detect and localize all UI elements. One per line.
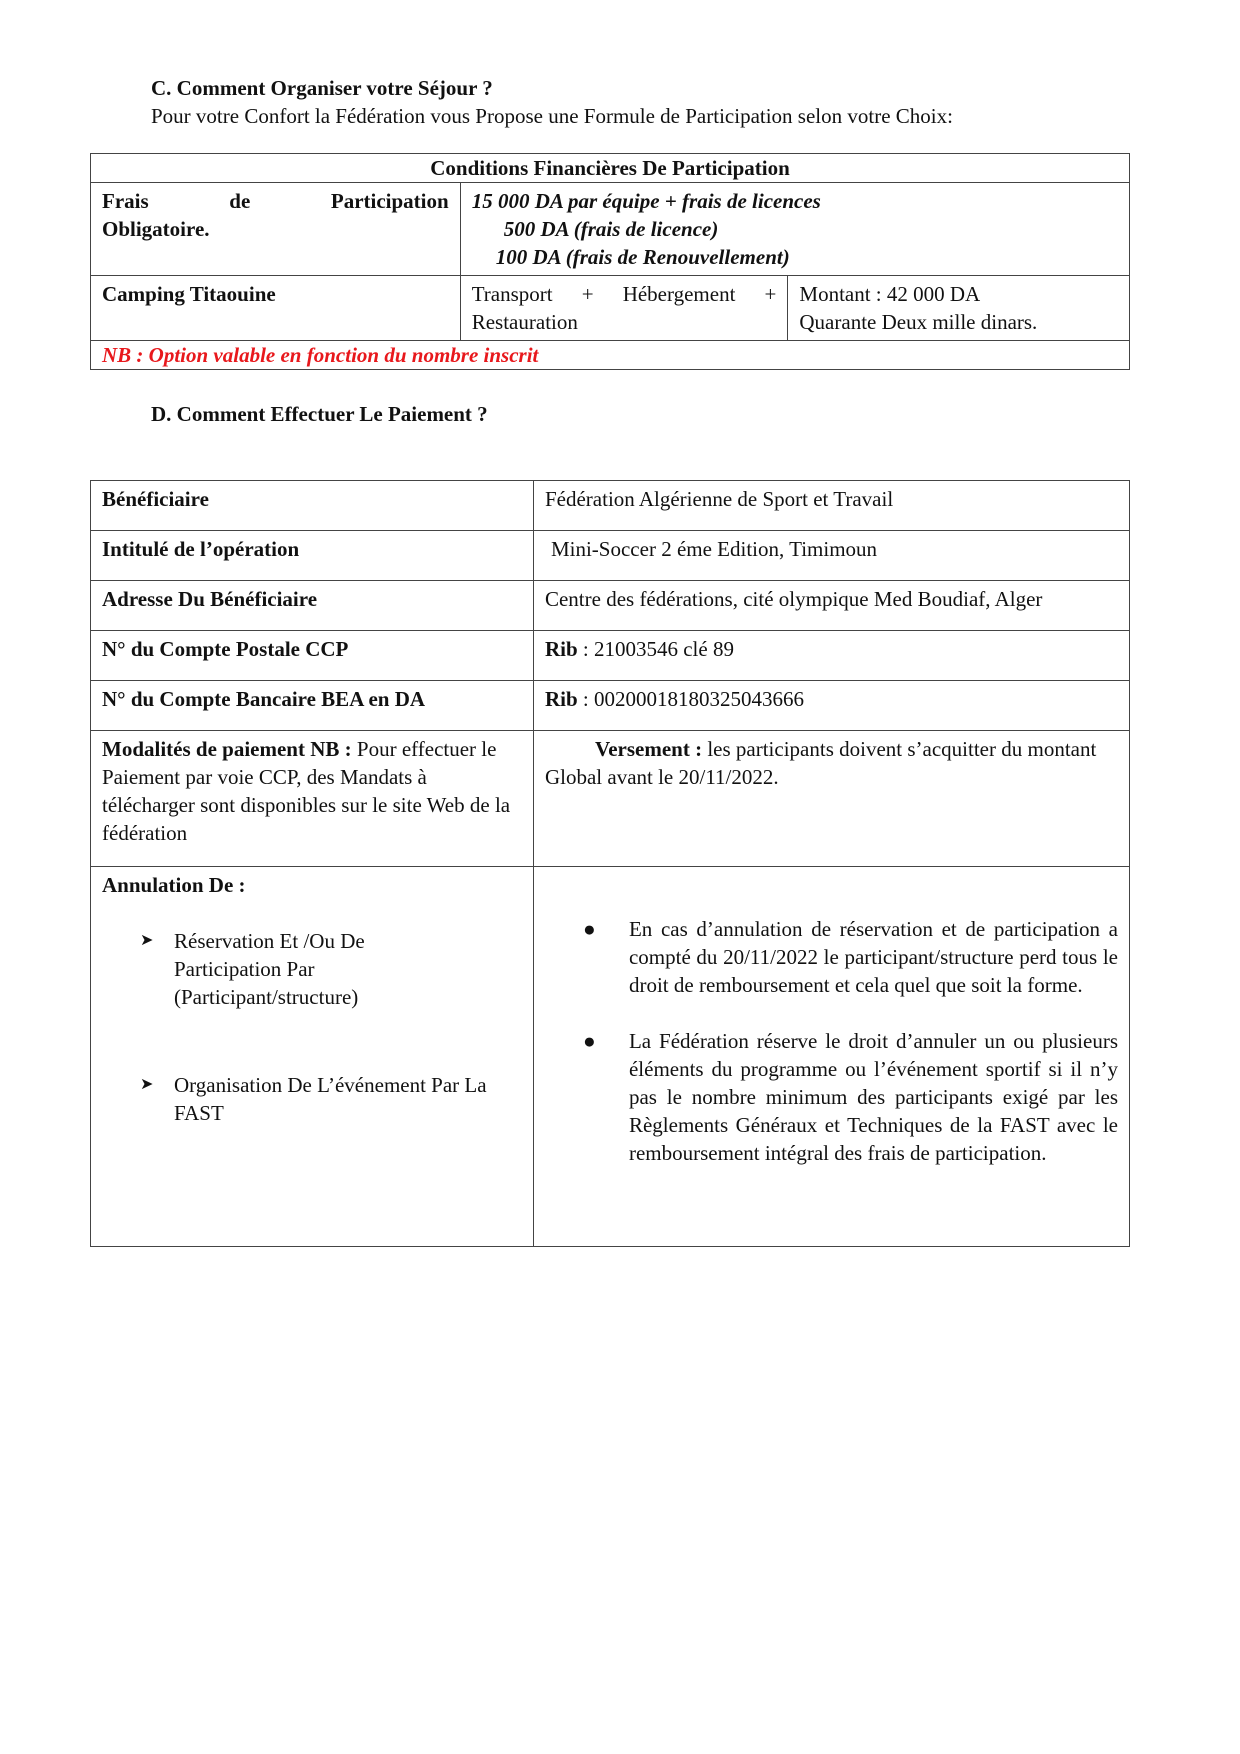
frais-line: 100 DA (frais de Renouvellement) <box>495 245 790 269</box>
dot-bullet-icon: ● <box>582 917 596 941</box>
camping-amount: Montant : 42 000 DA Quarante Deux mille dinars. <box>788 276 1130 341</box>
modalites-label: Modalités de paiement NB : Pour effectuer le Paiement par voie CCP, des Mandats à télécharger sont disponibles sur le site Web de la fédération <box>91 731 534 867</box>
row-value: Rib : 21003546 clé 89 <box>533 631 1129 681</box>
row-value: Rib : 00200018180325043666 <box>533 681 1129 731</box>
annulation-notes <box>533 867 1129 1247</box>
row-label: Intitulé de l’opération <box>91 531 534 581</box>
list-item: ➤ Réservation Et /Ou De Participation Par (Participant/structure) <box>140 929 365 1009</box>
list-item: ● La Fédération réserve le droit d’annuler un ou plusieurs éléments du programme ou l’événement sportif si il n’y pas le nombre minimum des participants exigé par les Règlements Généraux et Techniques de la FAST avec le remboursement intégral des frais de participation. <box>582 1029 1118 1165</box>
section-c-title: C. Comment Organiser votre Séjour ? <box>151 76 493 100</box>
row-value: Fédération Algérienne de Sport et Travail <box>533 481 1129 531</box>
annulation-items <box>102 927 522 1127</box>
arrow-bullet-icon: ➤ <box>140 1076 154 1093</box>
nb-note: NB : Option valable en fonction du nombre inscrit <box>91 341 1130 370</box>
annulation-label: Annulation De : <box>102 873 246 897</box>
row-label: N° du Compte Bancaire BEA en DA <box>91 681 534 731</box>
dot-bullet-icon: ● <box>582 1029 596 1053</box>
section-c-intro: Pour votre Confort la Fédération vous Propose une Formule de Participation selon votre Choix: <box>151 104 953 128</box>
versement-text: Versement : les participants doivent s’acquitter du montant Global avant le 20/11/2022. <box>533 731 1129 867</box>
list-item: ➤ Organisation De L’événement Par La FAST <box>140 1073 487 1125</box>
row-label: Bénéficiaire <box>91 481 534 531</box>
annulation-cell <box>91 867 534 1247</box>
list-item: ● En cas d’annulation de réservation et de participation a compté du 20/11/2022 le participant/structure perd tous le droit de remboursement et cela quel que soit la forme. <box>582 917 1118 997</box>
camping-label: Camping Titaouine <box>91 276 461 341</box>
row-label: Adresse Du Bénéficiaire <box>91 581 534 631</box>
row-value: Centre des fédérations, cité olympique Med Boudiaf, Alger <box>533 581 1129 631</box>
section-d-title: D. Comment Effectuer Le Paiement ? <box>151 402 488 426</box>
arrow-bullet-icon: ➤ <box>140 932 154 949</box>
payment-table <box>90 480 1130 1247</box>
row-label: N° du Compte Postale CCP <box>91 631 534 681</box>
conditions-table <box>90 153 1130 370</box>
frais-line: 500 DA (frais de licence) <box>503 217 719 241</box>
frais-line: 15 000 DA par équipe + frais de licences <box>471 189 821 213</box>
frais-values <box>460 183 1129 276</box>
conditions-header: Conditions Financières De Participation <box>91 154 1130 183</box>
row-value: Mini-Soccer 2 éme Edition, Timimoun <box>533 531 1129 581</box>
frais-label: Frais de Participation Obligatoire. <box>91 183 461 276</box>
camping-services: Transport + Hébergement + Restauration <box>460 276 788 341</box>
